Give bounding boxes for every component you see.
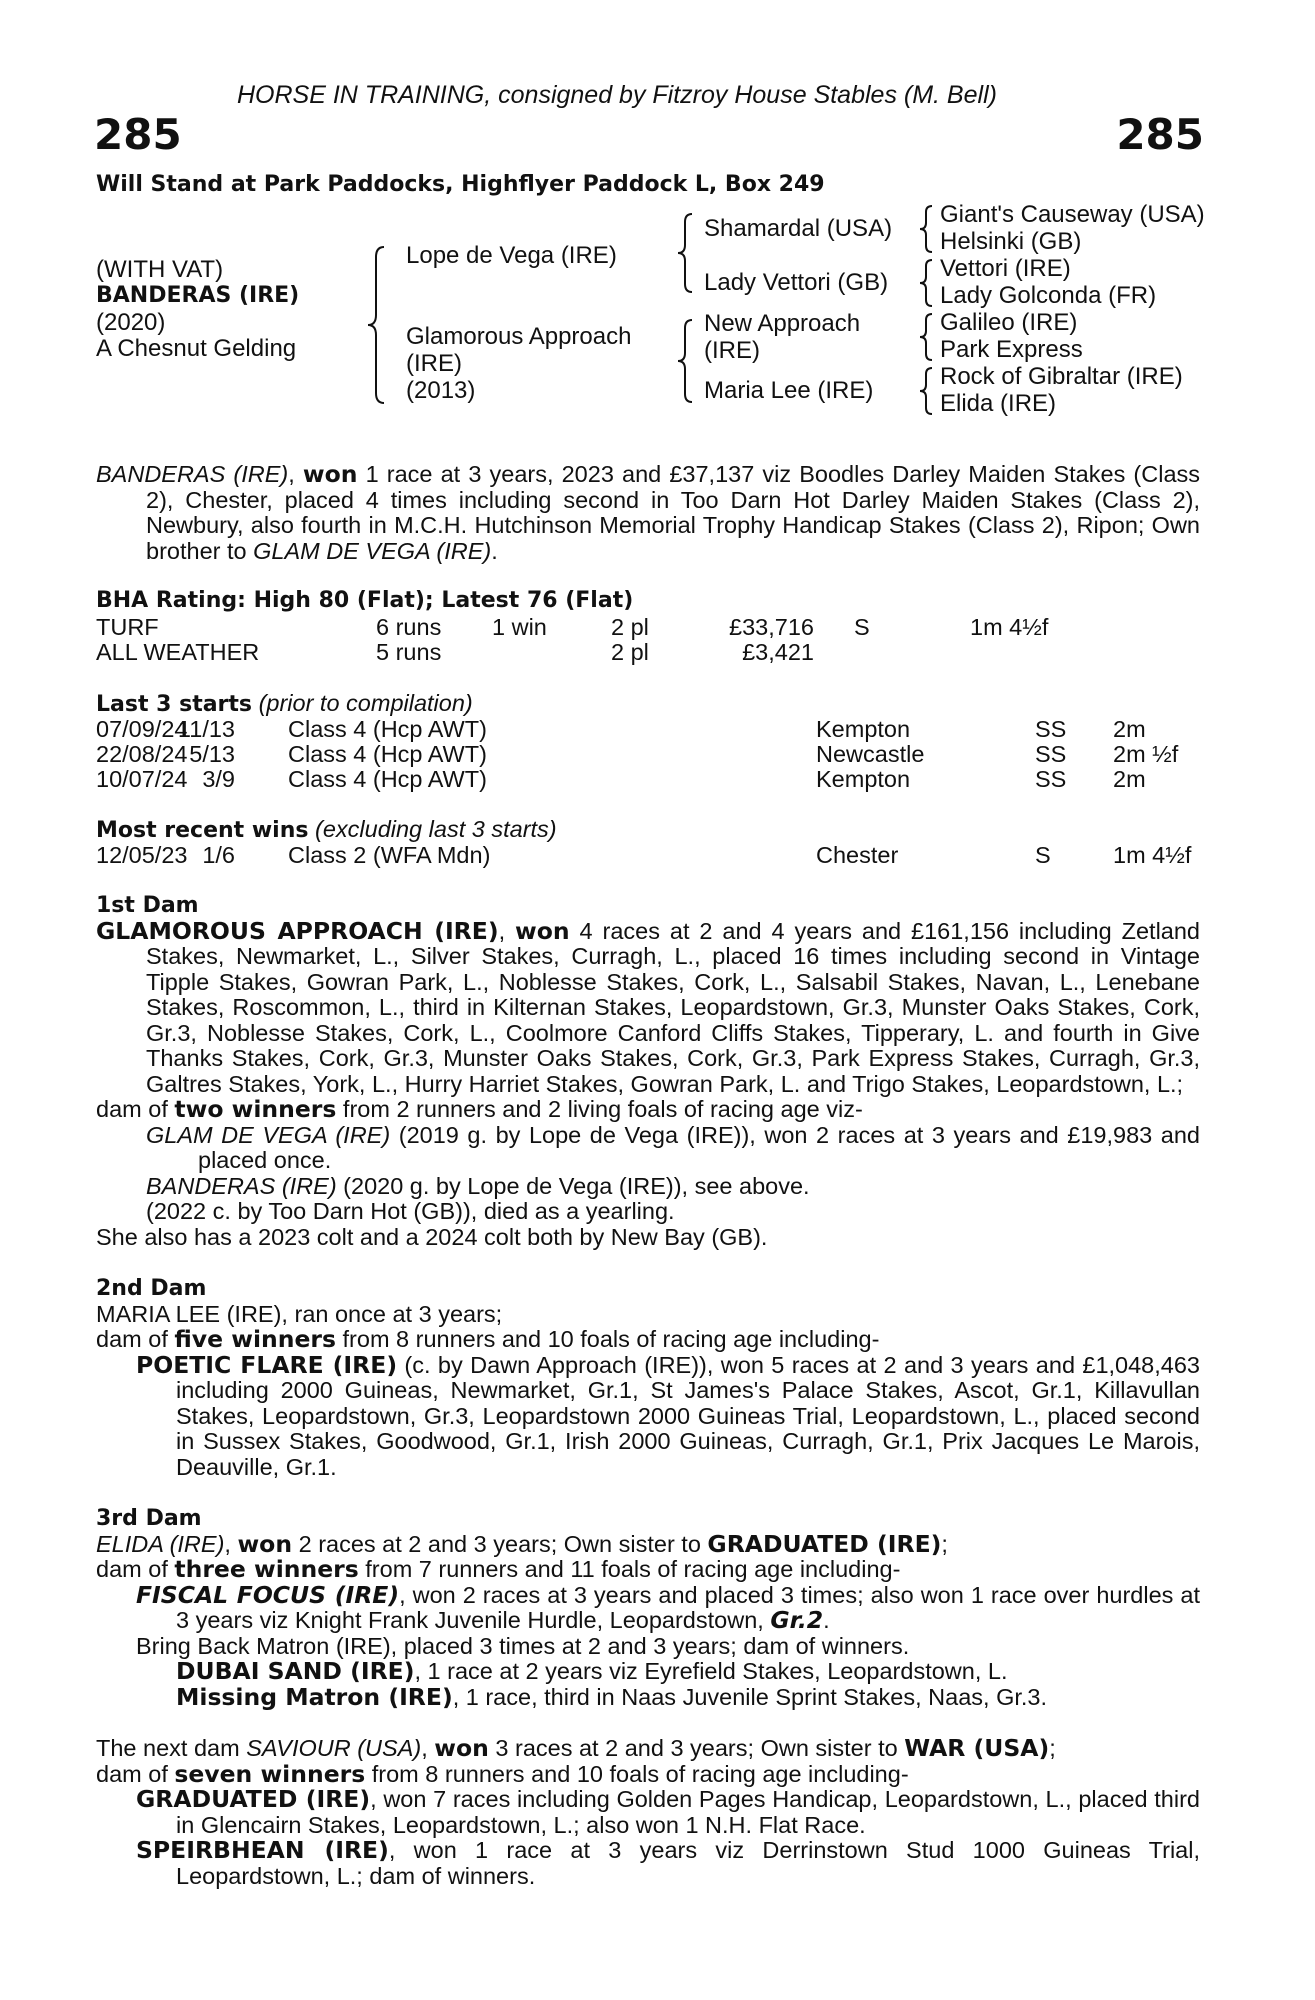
pedigree-g3-1: Giant's Causeway (USA): [940, 201, 1205, 228]
progeny-text: , won 7 races including Golden Pages Handicap, Leopardstown, L., placed third in Glencairn Stakes, Leopardstown, L.; also won 1 N.H. Flat Race.: [176, 1786, 1200, 1838]
start-course: Newcastle: [816, 741, 925, 767]
third-dam-winners: three winners: [174, 1555, 359, 1583]
next-dam-end: ;: [1049, 1735, 1056, 1761]
summary-won: won: [302, 460, 358, 488]
next-dam-winners: seven winners: [174, 1759, 366, 1788]
progeny-text: (2020 g. by Lope de Vega (IRE)), see above.: [336, 1172, 810, 1199]
progeny-grade: Gr.2: [770, 1606, 824, 1634]
pedigree-brace-g3-3: [920, 312, 936, 362]
progeny-name: DUBAI SAND (IRE): [176, 1657, 415, 1685]
start-row: [96, 716, 1200, 742]
horse-year: (2020): [96, 309, 166, 336]
win-position: 1/6: [202, 842, 235, 868]
third-dam-end: ;: [941, 1530, 948, 1557]
rating-row: [96, 639, 1200, 665]
progeny-end: .: [823, 1607, 830, 1633]
last3-heading-line: [96, 690, 473, 718]
second-dam-winners: five winners: [174, 1325, 336, 1353]
start-class: Class 4 (Hcp AWT): [288, 716, 487, 742]
pedigree-brace-dam: [678, 318, 696, 404]
progeny-text: , 1 race at 2 years viz Eyrefield Stakes, Leopardstown, L.: [414, 1658, 1008, 1684]
third-dam-damof-post: from 7 runners and 11 foals of racing age including-: [358, 1556, 901, 1582]
rating-places: 2 pl: [611, 639, 649, 665]
second-dam-heading: 2nd Dam: [96, 1276, 207, 1301]
rating-places: 2 pl: [611, 614, 649, 640]
summary-text: 1 race at 3 years, 2023 and £37,137 viz Boodles Darley Maiden Stakes (Class 2), Chester, placed 4 times including second in Too Darn Hot Darley Maiden Stakes (Class 2), Newbury, also fourth in M.C.H. Hutchinson Memorial Trophy Handicap Stakes (Class 2), Ripon; Own brother to: [146, 461, 1201, 564]
next-dam-damof-post: from 8 runners and 10 foals of racing age including-: [365, 1760, 909, 1787]
pedigree-sire-sire: Shamardal (USA): [704, 215, 893, 242]
rating-runs: 5 runs: [376, 639, 442, 665]
pedigree-dam-line2: (IRE): [406, 350, 462, 377]
pedigree-brace-sire: [678, 212, 696, 294]
recent-heading-line: [96, 816, 557, 844]
pedigree-g3-4: Lady Golconda (FR): [940, 282, 1157, 309]
rating-runs: 6 runs: [376, 614, 442, 640]
third-dam-name: ELIDA (IRE): [96, 1530, 225, 1557]
rating-surface: ALL WEATHER: [96, 639, 260, 665]
progeny-text: Bring Back Matron (IRE), placed 3 times at 2 and 3 years; dam of winners.: [136, 1632, 910, 1659]
pedigree-g3-3: Vettori (IRE): [940, 255, 1071, 282]
pedigree-sire: Lope de Vega (IRE): [406, 242, 617, 269]
progeny-name: GLAM DE VEGA (IRE): [146, 1121, 391, 1148]
progeny-text: (2022 c. by Too Darn Hot (GB)), died as a yearling.: [146, 1198, 675, 1224]
pedigree-brace-g3-4: [920, 366, 936, 416]
vat-note: (WITH VAT): [96, 256, 224, 283]
rating-row: [96, 614, 1200, 640]
progeny-name: Missing Matron (IRE): [176, 1682, 453, 1711]
start-distance: 2m: [1113, 766, 1146, 792]
rating-heading: BHA Rating: High 80 (Flat); Latest 76 (Flat): [96, 588, 634, 613]
start-position: 5/13: [189, 741, 235, 767]
start-class: Class 4 (Hcp AWT): [288, 766, 487, 792]
win-date: 12/05/23: [96, 842, 188, 868]
last3-note: (prior to compilation): [258, 690, 473, 716]
start-date: 22/08/24: [96, 741, 188, 767]
third-dam-text: 2 races at 2 and 3 years; Own sister to: [292, 1530, 708, 1557]
progeny-text: , 1 race, third in Naas Juvenile Sprint Stakes, Naas, Gr.3.: [452, 1683, 1048, 1710]
start-date: 07/09/24: [96, 716, 188, 742]
pedigree-dam-sire-line2: (IRE): [704, 337, 760, 364]
progeny-name: POETIC FLARE (IRE): [136, 1350, 398, 1379]
start-course: Kempton: [816, 716, 911, 742]
summary-horse-name: BANDERAS (IRE): [96, 461, 289, 487]
first-dam-name: GLAMOROUS APPROACH (IRE): [96, 916, 499, 945]
lot-number-right: 285: [1116, 110, 1204, 159]
next-dam-name: SAVIOUR (USA): [246, 1735, 422, 1761]
last3-heading: Last 3 starts: [96, 692, 253, 717]
first-dam-damof-pre: dam of: [96, 1096, 175, 1122]
rating-distance: 1m 4½f: [970, 614, 1049, 640]
start-going: SS: [1035, 716, 1067, 742]
recent-note: (excluding last 3 starts): [315, 816, 557, 842]
pedigree-g3-5: Galileo (IRE): [940, 309, 1078, 336]
recent-heading: Most recent wins: [96, 818, 309, 843]
win-row: [96, 842, 1200, 868]
third-dam-sister: GRADUATED (IRE): [707, 1529, 942, 1558]
first-dam-text: 4 races at 2 and 4 years and £161,156 including Zetland Stakes, Newmarket, L., Silver Stakes, Curragh, L., placed 16 times including second in Vintage Tipple Stakes, Gowran Park, L., Noblesse Stakes, Cork, L., Salsabil Stakes, Navan, L., Lenebane Stakes, Roscommon, L., third in Kilternan Stakes, Leopardstown, Gr.3, Munster Oaks Stakes, Cork, Gr.3, Noblesse Stakes, Cork, L., Coolmore Canford Cliffs Stakes, Tipperary, L. and fourth in Give Thanks Stakes, Cork, Gr.3, Munster Oaks Stakes, Cork, Gr.3, Park Express Stakes, Curragh, Gr.3, Galtres Stakes, York, L., Hurry Harriet Stakes, Gowran Park, L. and Trigo Stakes, Leopardstown, L.;: [146, 917, 1200, 1097]
progeny-name: BANDERAS (IRE): [146, 1172, 337, 1199]
start-row: [96, 766, 1200, 792]
start-distance: 2m ½f: [1113, 741, 1179, 767]
horse-description: A Chesnut Gelding: [96, 335, 297, 362]
start-going: SS: [1035, 741, 1067, 767]
horse-name: BANDERAS (IRE): [96, 283, 300, 308]
third-dam-heading: 3rd Dam: [96, 1506, 202, 1531]
next-dam-sister: WAR (USA): [904, 1734, 1050, 1762]
rating-prize: £33,716: [729, 614, 814, 640]
pedigree-dam-line3: (2013): [406, 377, 476, 404]
third-dam-won: won: [237, 1529, 293, 1558]
pedigree-dam-line1: Glamorous Approach: [406, 323, 632, 350]
start-position: 3/9: [202, 766, 235, 792]
progeny-name: SPEIRBHEAN (IRE): [136, 1836, 389, 1864]
start-class: Class 4 (Hcp AWT): [288, 741, 487, 767]
win-class: Class 2 (WFA Mdn): [288, 842, 491, 868]
start-position: 11/13: [177, 716, 235, 742]
summary-end: .: [491, 537, 498, 564]
summary-sibling: GLAM DE VEGA (IRE): [253, 537, 492, 564]
first-dam-winners: two winners: [174, 1095, 337, 1123]
start-row: [96, 741, 1200, 767]
progeny-name: GRADUATED (IRE): [136, 1785, 371, 1813]
start-distance: 2m: [1113, 716, 1146, 742]
rating-going: S: [854, 614, 870, 640]
progeny-text: (2019 g. by Lope de Vega (IRE)), won 2 races at 3 years and £19,983 and placed once.: [198, 1121, 1200, 1173]
start-course: Kempton: [816, 766, 911, 792]
first-dam-heading: 1st Dam: [96, 893, 199, 918]
next-dam-text: 3 races at 2 and 3 years; Own sister to: [488, 1735, 905, 1761]
win-distance: 1m 4½f: [1113, 842, 1192, 868]
pedigree-dam-dam: Maria Lee (IRE): [704, 377, 874, 404]
progeny-name: FISCAL FOCUS (IRE): [136, 1580, 400, 1609]
pedigree-g3-8: Elida (IRE): [940, 390, 1057, 417]
rating-surface: TURF: [96, 614, 159, 640]
lot-number-left: 285: [94, 110, 182, 159]
pedigree-g3-7: Rock of Gibraltar (IRE): [940, 363, 1183, 390]
stabling-location: Will Stand at Park Paddocks, Highflyer Paddock L, Box 249: [96, 172, 825, 197]
second-dam-damof-post: from 8 runners and 10 foals of racing age including-: [335, 1326, 880, 1352]
next-dam-pre: The next dam: [96, 1735, 247, 1761]
first-dam-won: won: [515, 916, 570, 945]
pedigree-brace-g3-1: [920, 204, 936, 254]
rating-wins: 1 win: [492, 614, 547, 640]
pedigree-sire-dam: Lady Vettori (GB): [704, 269, 889, 296]
win-going: S: [1035, 842, 1051, 868]
start-going: SS: [1035, 766, 1067, 792]
race-summary: BANDERAS (IRE), won 1 race at 3 years, 2023 and £37,137 viz Boodles Darley Maiden Stakes (Class 2), Chester, placed 4 times including second in Too Darn Hot Darley Maiden Stakes (Class 2), Newbury, also fourth in M.C.H. Hutchinson Memorial Trophy Handicap Stakes (Class 2), Ripon; Own brother to GLAM DE VEGA (IRE).: [96, 460, 1201, 564]
next-dam-damof-pre: dam of: [96, 1760, 175, 1787]
pedigree-brace-main: [368, 245, 388, 405]
rating-prize: £3,421: [742, 639, 814, 665]
first-dam-foals-note: She also has a 2023 colt and a 2024 colt both by New Bay (GB).: [96, 1223, 768, 1250]
progeny-text: , won 2 races at 3 years and placed 3 times; also won 1 race over hurdles at 3 years viz Knight Frank Juvenile Hurdle, Leopardstown,: [176, 1581, 1200, 1633]
second-dam-line: MARIA LEE (IRE), ran once at 3 years;: [96, 1300, 503, 1327]
start-date: 10/07/24: [96, 766, 188, 792]
progeny-text: (c. by Dawn Approach (IRE)), won 5 races at 2 and 3 years and £1,048,463 including 2000 Guineas, Newmarket, Gr.1, St James's Palace Stakes, Ascot, Gr.1, Killavullan Stakes, Leopardstown, Gr.3, Leopardstown 2000 Guineas Trial, Leopardstown, L., placed second in Sussex Stakes, Goodwood, Gr.1, Irish 2000 Guineas, Curragh, Gr.1, Prix Jacques Le Marois, Deauville, Gr.1.: [176, 1351, 1200, 1480]
pedigree-brace-g3-2: [920, 258, 936, 308]
catalogue-header: HORSE IN TRAINING, consigned by Fitzroy House Stables (M. Bell): [237, 81, 997, 109]
second-dam-damof-pre: dam of: [96, 1326, 175, 1352]
pedigree-g3-6: Park Express: [940, 336, 1083, 363]
next-dam-won: won: [434, 1734, 489, 1762]
first-dam-section: 1st Dam GLAMOROUS APPROACH (IRE), won 4 races at 2 and 4 years and £161,156 including Zetland Stakes, Newmarket, L., Silver Stakes, Curragh, L., placed 16 times including second in Vintage Tipple Stakes, Gowran Park, L., Noblesse Stakes, Cork, L., Salsabil Stakes, Navan, L., Lenebane Stakes, Roscommon, L., third in Kilternan Stakes, Leopardstown, Gr.3, Munster Oaks Stakes, Cork, Gr.3, Noblesse Stakes, Cork, L., Coolmore Canford Cliffs Stakes, Tipperary, L. and fourth in Give Thanks Stakes, Cork, Gr.3, Munster Oaks Stakes, Cork, Gr.3, Park Express Stakes, Curragh, Gr.3, Galtres Stakes, York, L., Hurry Harriet Stakes, Gowran Park, L. and Trigo Stakes, Leopardstown, L.; dam of two winners from 2 runners and 2 living foals of racing age viz- GLAM DE VEGA (IRE) (2019 g. by Lope de Vega (IRE)), won 2 races at 3 years and £19,983 and placed once. BANDERAS (IRE) (2020 g. by Lope de Vega (IRE)), see above. (2022 c. by Too Darn Hot (GB)), died as a yearling. She also has a 2023 colt and a 2024 colt both by New Bay (GB). 2nd Dam MARIA LEE (IRE), ran once at 3 years; dam of five winners from 8 runners and 10 foals of racing age including- POETIC FLARE (IRE) (c. by Dawn Approach (IRE)), won 5 races at 2 and 3 years and £1,048,463 including 2000 Guineas, Newmarket, Gr.1, St James's Palace Stakes, Ascot, Gr.1, Killavullan Stakes, Leopardstown, Gr.3, Leopardstown 2000 Guineas Trial, Leopardstown, L., placed second in Sussex Stakes, Goodwood, Gr.1, Irish 2000 Guineas, Curragh, Gr.1, Prix Jacques Le Marois, Deauville, Gr.1. 3rd Dam ELIDA (IRE), won 2 races at 2 and 3 years; Own sister to GRADUATED (IRE); dam of three winners from 7 runners and 11 foals of racing age including- FISCAL FOCUS (IRE), won 2 races at 3 years and placed 3 times; also won 1 race over hurdles at 3 years viz Knight Frank Juvenile Hurdle, Leopardstown, Gr.2. Bring Back Matron (IRE), placed 3 times at 2 and 3 years; dam of winners. DUBAI SAND (IRE), 1 race at 2 years viz Eyrefield Stakes, Leopardstown, L. Missing Matron (IRE), 1 race, third in Naas Juvenile Sprint Stakes, Naas, Gr.3. The next dam SAVIOUR (USA), won 3 races at 2 and 3 years; Own sister to WAR (USA); dam of seven winners from 8 runners and 10 foals of racing age including- GRADUATED (IRE), won 7 races including Golden Pages Handicap, Leopardstown, L., placed third in Glencairn Stakes, Leopardstown, L.; also won 1 N.H. Flat Race. SPEIRBHEAN (IRE), won 1 race at 3 years viz Derrinstown Stud 1000 Guineas Trial, Leopardstown, L.; dam of winners.: [96, 893, 1200, 1889]
win-course: Chester: [816, 842, 899, 868]
progeny-text: , won 1 race at 3 years viz Derrinstown Stud 1000 Guineas Trial, Leopardstown, L.; dam of winners.: [176, 1837, 1200, 1889]
third-dam-damof-pre: dam of: [96, 1556, 175, 1582]
first-dam-damof-post: from 2 runners and 2 living foals of racing age viz-: [336, 1096, 863, 1122]
pedigree-g3-2: Helsinki (GB): [940, 228, 1082, 255]
pedigree-dam-sire-line1: New Approach: [704, 310, 861, 337]
